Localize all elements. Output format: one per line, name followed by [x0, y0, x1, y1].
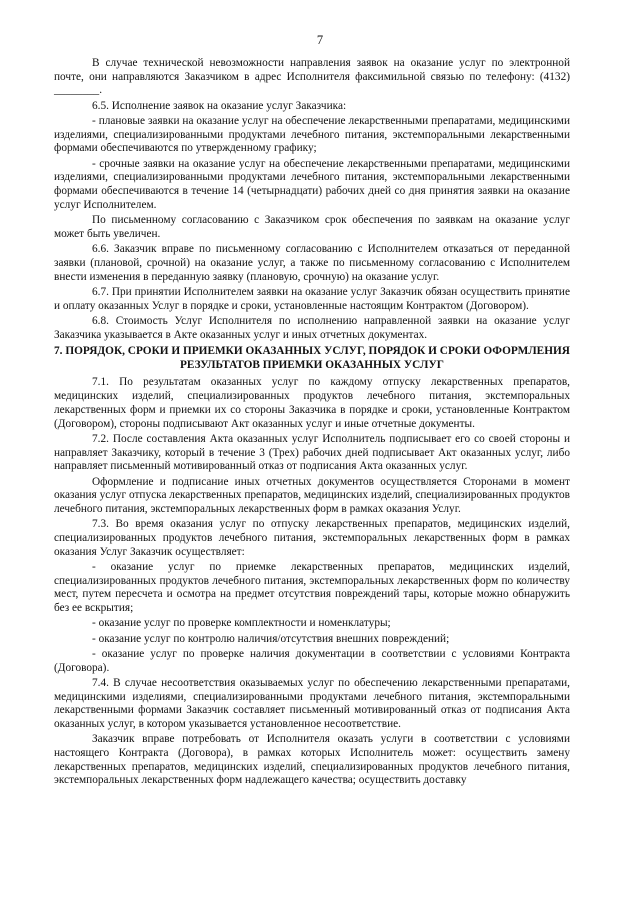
- paragraph-deadline-extension: По письменному согласованию с Заказчиком срок обеспечения по заявкам на оказание услуг может быть увеличен.: [54, 214, 570, 240]
- list-item-damage-check: - оказание услуг по контролю наличия/отсутствия внешних повреждений;: [92, 632, 450, 645]
- paragraph-urgent-requests: - срочные заявки на оказание услуг на обеспечение лекарственными препаратами, медицинскими изделиями, специализированными продуктами лечебного питания, экстемпоральными лекарственными формами обеспечиваются в течение 14 (четырнадцати) рабочих дней со дня принятия заявки на оказание услуг Исполнителем.: [54, 157, 570, 211]
- paragraph-other-documents: Оформление и подписание иных отчетных документов осуществляется Сторонами в момент оказания услуг отпуска лекарственных препаратов, медицинских изделий, специализированных продуктов лечебного питания, экстемпоральных лекарственных форм в рамках оказания Услуг.: [54, 475, 570, 515]
- paragraph-customer-demand: Заказчик вправе потребовать от Исполнителя оказать услуги в соответствии с условиями настоящего Контракта (Договора), в рамках которых Исполнитель может: осуществить замену лекарственных препаратов, медицинских изделий, специализированных продуктов лечебного питания, экстемпоральных лекарственных форм надлежащего качества; осуществить доставку: [54, 733, 570, 787]
- paragraph-6-5: 6.5. Исполнение заявок на оказание услуг Заказчика:: [92, 99, 347, 112]
- list-item-documentation: - оказание услуг по проверке наличия документации в соответствии с условиями Контракта (Договора).: [54, 647, 570, 674]
- page-number: 7: [316, 33, 324, 47]
- paragraph-6-8: 6.8. Стоимость Услуг Исполнителя по исполнению направленной заявки на оказание услуг Заказчика указывается в Акте оказанных услуг и иных отчетных документах.: [54, 314, 570, 341]
- paragraph-7-4: 7.4. В случае несоответствия оказываемых услуг по обеспечению лекарственными препаратами, медицинскими изделиями, специализированными продуктами лечебного питания, экстемпоральными лекарственными формами Заказчик составляет письменный мотивированный отказ от подписания Акта оказанных услуг, в котором указывается установленное несоответствие.: [54, 676, 570, 731]
- paragraph-planned-requests: - плановые заявки на оказание услуг на обеспечение лекарственными препаратами, медицинскими изделиями, специализированными продуктами лечебного питания, экстемпоральными лекарственными формами обеспечиваются по утвержденному графику;: [54, 115, 570, 155]
- paragraph-fax: В случае технической невозможности направления заявок на оказание услуг по электронной почте, они направляются Заказчиком в адрес Исполнителя факсимильной связью по телефону: (4132) ________.: [54, 57, 570, 97]
- paragraph-6-6: 6.6. Заказчик вправе по письменному согласованию с Исполнителем отказаться от переданной заявки (плановой, срочной) на оказание услуг, а также по письменному согласованию с Исполнителем внести изменения в переданную заявку (плановую, срочную) на оказание услуг.: [54, 243, 570, 283]
- paragraph-7-1: 7.1. По результатам оказанных услуг по каждому отпуску лекарственных препаратов, медицинских изделий, специализированных продуктов лечебного питания, экстемпоральных лекарственных форм и приемки их со стороны Заказчика в порядке и сроки, установленные Контрактом (Договором), стороны подписывают Акт оказанных услуг и иные отчетные документы.: [54, 376, 570, 430]
- paragraph-7-3: 7.3. Во время оказания услуг по отпуску лекарственных препаратов, медицинских изделий, специализированных продуктов лечебного питания, экстемпоральных лекарственных форм в рамках оказания Услуг Заказчик осуществляет:: [54, 518, 570, 558]
- document-body: [54, 57, 570, 790]
- list-item-completeness: - оказание услуг по проверке комплектности и номенклатуры;: [92, 617, 391, 630]
- section-7-heading: 7. ПОРЯДОК, СРОКИ И ПРИЕМКИ ОКАЗАННЫХ УСЛУГ, ПОРЯДОК И СРОКИ ОФОРМЛЕНИЯ РЕЗУЛЬТАТОВ ПРИЕМКИ ОКАЗАННЫХ УСЛУГ: [54, 345, 570, 371]
- list-item-acceptance: - оказание услуг по приемке лекарственных препаратов, медицинских изделий, специализированных продуктов лечебного питания, экстемпоральных лекарственных форм по количеству мест, путем пересчета и осмотра на предмет отсутствия повреждений тары, которые можно обнаружить без ее вскрытия;: [54, 560, 570, 615]
- paragraph-7-2: 7.2. После составления Акта оказанных услуг Исполнитель подписывает его со своей стороны и направляет Заказчику, который в течение 3 (Трех) рабочих дней подписывает Акт оказанных услуг, либо направляет письменный мотивированный отказ от подписания Акта оказанных услуг.: [54, 432, 570, 473]
- paragraph-6-7: 6.7. При принятии Исполнителем заявки на оказание услуг Заказчик обязан осуществить принятие и оплату оказанных Услуг в порядке и сроки, установленные настоящим Контрактом (Договором).: [54, 285, 570, 312]
